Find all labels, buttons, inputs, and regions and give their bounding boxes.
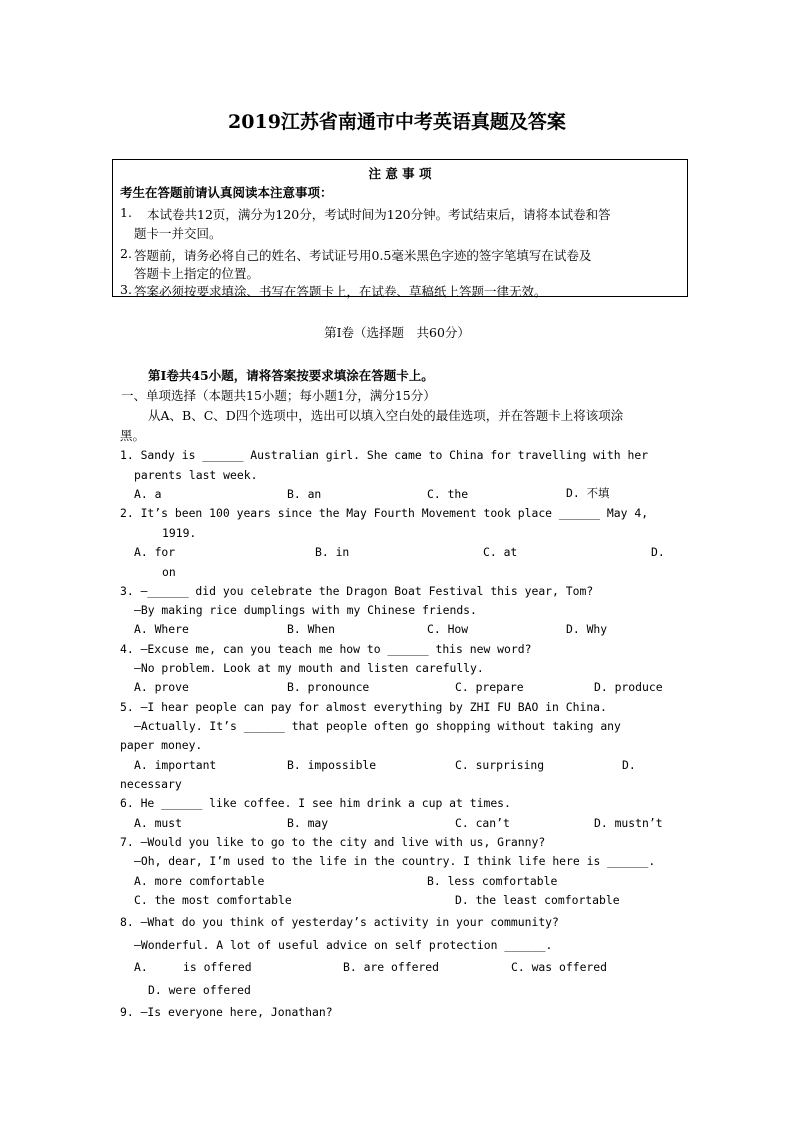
q2-option-b: B. in xyxy=(315,545,350,559)
q5-option-d: D. xyxy=(622,758,636,772)
q7-option-d: D. the least comfortable xyxy=(455,893,620,907)
q6-option-b: B. may xyxy=(287,816,329,830)
q1-option-a: A. a xyxy=(134,487,162,501)
q5-option-a: A. important xyxy=(134,758,217,772)
q7-option-c: C. the most comfortable xyxy=(134,893,292,907)
notice-heading: 注 意 事 项 xyxy=(368,166,432,181)
q8-option-b: B. are offered xyxy=(343,960,440,974)
notice-item-2: 答题前，请务必将自己的姓名、考试证号用0.5毫米黑色字迹的签字笔填写在试卷及 xyxy=(134,248,592,263)
notice-intro: 考生在答题前请认真阅读本注意事项： xyxy=(120,185,333,200)
q2-option-a: A. for xyxy=(134,545,176,559)
q1-option-c: C. the xyxy=(427,487,469,501)
q6-option-a: A. must xyxy=(134,816,183,830)
q8-option-d: D. were offered xyxy=(148,983,251,997)
q6-option-c: C. can’t xyxy=(455,816,510,830)
q3-option-c: C. How xyxy=(427,622,469,636)
q1-option-d: D. 不填 xyxy=(566,486,610,500)
question-1-cont: parents last week. xyxy=(134,468,258,482)
section-heading: 一、单项选择（本题共15小题；每小题1分，满分15分） xyxy=(121,388,436,403)
notice-item-3-num: 3. xyxy=(120,282,132,297)
q4-option-a: A. prove xyxy=(134,680,189,694)
notice-item-2-cont: 答题卡上指定的位置。 xyxy=(134,266,260,281)
q3-option-a: A. Where xyxy=(134,622,189,636)
q3-option-b: B. When xyxy=(287,622,336,636)
q1-option-b: B. an xyxy=(287,487,322,501)
question-3: 3. —______ did you celebrate the Dragon Boat Festival this year, Tom? xyxy=(120,584,594,598)
q5-option-b: B. impossible xyxy=(287,758,377,772)
notice-item-1-cont: 题卡一并交回。 xyxy=(134,226,222,241)
q2-option-d-text: on xyxy=(162,565,176,579)
q2-option-c: C. at xyxy=(483,545,518,559)
q5-option-c: C. surprising xyxy=(455,758,545,772)
notice-box xyxy=(112,159,688,297)
question-8-cont: —Wonderful. A lot of useful advice on self protection ______. xyxy=(134,938,553,952)
q3-option-d: D. Why xyxy=(566,622,608,636)
q7-option-a: A. more comfortable xyxy=(134,874,265,888)
question-5: 5. —I hear people can pay for almost everything by ZHI FU BAO in China. xyxy=(120,700,607,714)
q6-option-d: D. mustn’t xyxy=(594,816,663,830)
q4-option-c: C. prepare xyxy=(455,680,524,694)
question-2-cont: 1919. xyxy=(162,526,197,540)
notice-item-2-num: 2. xyxy=(120,246,132,261)
q7-option-b: B. less comfortable xyxy=(427,874,558,888)
section-instruction-cont: 黑。 xyxy=(120,428,146,443)
q8-option-a-text: is offered xyxy=(183,960,252,974)
question-5-cont-2: paper money. xyxy=(120,738,203,752)
question-4: 4. —Excuse me, can you teach me how to ______ this new word? xyxy=(120,642,532,656)
question-9: 9. —Is everyone here, Jonathan? xyxy=(120,1005,333,1019)
question-4-cont: —No problem. Look at my mouth and listen carefully. xyxy=(134,661,484,675)
notice-item-1: 本试卷共12页，满分为120分，考试时间为120分钟。考试结束后，请将本试卷和答 xyxy=(147,207,611,222)
q2-option-d: D. xyxy=(651,545,665,559)
part-instruction: 第Ⅰ卷共45小题，请将答案按要求填涂在答题卡上。 xyxy=(148,368,434,383)
page-title: 2019江苏省南通市中考英语真题及答案 xyxy=(228,111,566,133)
question-5-cont: —Actually. It’s ______ that people often go shopping without taking any xyxy=(134,719,621,733)
question-6: 6. He ______ like coffee. I see him drink a cup at times. xyxy=(120,796,511,810)
q5-option-d-text: necessary xyxy=(120,777,182,791)
part-title: 第Ⅰ卷（选择题 共60分） xyxy=(324,325,470,340)
q4-option-d: D. produce xyxy=(594,680,663,694)
question-7-cont: —Oh, dear, I’m used to the life in the country. I think life here is ______. xyxy=(134,854,656,868)
question-1: 1. Sandy is ______ Australian girl. She came to China for travelling with her xyxy=(120,448,649,462)
notice-item-1-num: 1. xyxy=(120,205,132,220)
notice-item-3: 答案必须按要求填涂、书写在答题卡上，在试卷、草稿纸上答题一律无效。 xyxy=(134,284,547,299)
q8-option-a: A. xyxy=(134,960,148,974)
q8-option-c: C. was offered xyxy=(511,960,608,974)
section-instruction: 从A、B、C、D四个选项中，选出可以填入空白处的最佳选项，并在答题卡上将该项涂 xyxy=(148,408,624,423)
q4-option-b: B. pronounce xyxy=(287,680,370,694)
question-7: 7. —Would you like to go to the city and live with us, Granny? xyxy=(120,835,546,849)
question-8: 8. —What do you think of yesterday’s activity in your community? xyxy=(120,915,559,929)
question-3-cont: —By making rice dumplings with my Chinese friends. xyxy=(134,603,477,617)
question-2: 2. It’s been 100 years since the May Fourth Movement took place ______ May 4, xyxy=(120,506,649,520)
